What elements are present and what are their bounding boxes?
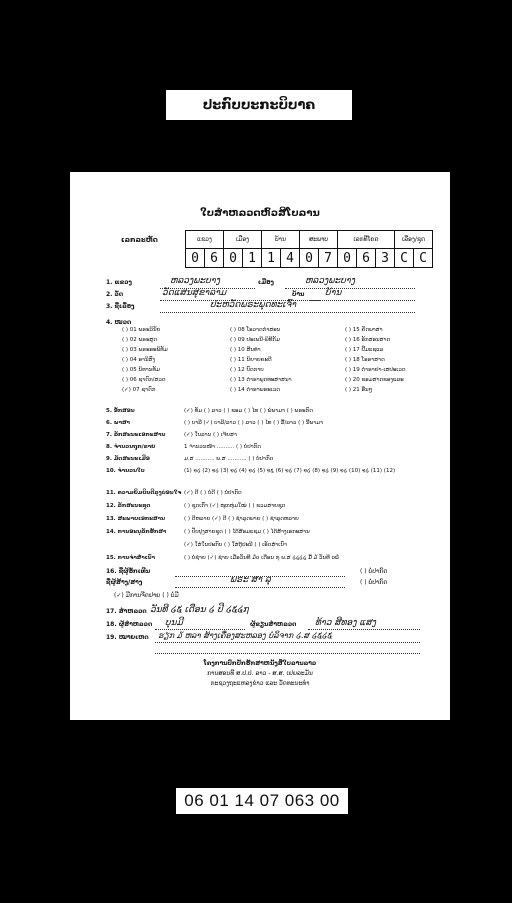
grid-header: ແຂວງ <box>186 231 224 249</box>
surveyor-value: ບຸນມີ <box>165 618 183 628</box>
category-option: ( ) 08 ໂອວາດກຳສອນ <box>230 327 281 333</box>
form-row-options: 1 ຈຳນວນໜ້າ .......... ( ) ບໍ່ປາກົດ <box>184 444 261 450</box>
creator-option: ( ) ບໍ່ປາກົດ <box>360 579 388 586</box>
footer-number: 06 01 14 07 063 00 <box>176 788 348 814</box>
footer-line1: ໂຄງການປົກປັກຮັກສາຫນັງສືໃບລານລາວ <box>203 660 317 667</box>
form-row-label: 10. ຈຳນວນໃບ <box>106 468 145 474</box>
form-row <box>106 503 436 516</box>
grid-digit: 1 <box>243 249 262 268</box>
category-option: ( ) 02 ພຣະສູດ <box>122 337 158 343</box>
form-row-options: (✓) ດີ ( ) ບໍ່ດີ ( ) ບໍ່ປາກົດ <box>184 490 242 496</box>
category-option: ( ) 13 ຕຳຣາພຸດທະສາສນາ <box>230 377 292 383</box>
form-row-label: 11. ຄວາມຍິມບິນດີລຸງບ່ອນໃຈ <box>106 490 182 496</box>
grid-digit: 1 <box>262 249 281 268</box>
grid-digit: C <box>414 249 433 268</box>
form-row <box>106 529 436 542</box>
form-row <box>106 420 436 432</box>
footer-line3: ກະຊວງຖະແຫລງຂ່າວ ແລະ ວັດທະນະທຳ <box>210 680 310 687</box>
creator-value: ພຣະ ສາ ລຸ <box>230 575 271 585</box>
category-option: ( ) 20 ຂອມສາດຂອງແລະ <box>345 377 404 383</box>
form-title: ໃບສຳຫລວດຫົວສີໂບລານ <box>200 208 320 219</box>
category-option: ( ) 03 ພຣະອະພິທັມ <box>122 347 168 353</box>
form-row-options: ( ) ບາລີ (✓) ບາລີ/ລາວ ( ) ລາວ ( ) ໄທ ( ) ລື້/ລາວ ( ) ນີ້ພາມາ <box>184 420 324 426</box>
form-row <box>106 408 436 420</box>
village-value: ບ້ານ <box>325 288 342 298</box>
form-row-options: ( ) ດີຫລາຍ (✓) ດີ ( ) ຊຳລຸດພາຍ ( ) ຊຳລຸດຫລາຍ <box>184 516 299 522</box>
form-row-options: ( ) ປັບປຸງສາຍຊຸດ ( ) ໄດ້ສ້ອມແຊມ ( ) ໄດ້ສ້າງເອກະສານ <box>184 529 310 535</box>
form-row-options: ( ) ບໍ່ຊຳຍ (✓) ຊຳຍ ເມື່ອວັນທີ ໓໐ ເດືອນ ໗ ພ.ສ ໒໔໒໔ ມື້ ໓ ວັນທີ ໐໖ <box>184 555 339 561</box>
remark-label: 19. ໝາຍເຫດ <box>106 634 149 641</box>
grid-digit: 0 <box>300 249 319 268</box>
category-option: (✓) 07 ຊາດົກ <box>122 387 156 393</box>
category-option: ( ) 05 ນິທານທັມ <box>122 367 160 373</box>
survey-form <box>70 172 450 720</box>
grid-digit: 7 <box>319 249 338 268</box>
remark-value: ຮຽກ ໓ ຫລາ ສ້າງເຄື່ອງສະຫລອງ ບໍລິຈາກ ໒.ສ ໒໕໒໕ <box>158 631 332 640</box>
category-option: ( ) 19 ຕຳຣາຢາ-ເສປະເວດ <box>345 367 406 373</box>
form-row-options: (1) ໑໒ (2) ໑໒ (3) ໑໒ (4) ໑໒ (5) ໑໕ (6) ໑໒ (7) ໑໒ (8) ໑໒ (9) ໑໒ (10) ໑໒ (11) (12) <box>184 468 396 474</box>
category-option: ( ) 21 ອື່ນໆ <box>345 387 373 393</box>
owner-label: 16. ຊື່ຜູ້ອັກເທີນ <box>106 568 151 575</box>
category-option: ( ) 06 ຊາດົກ/ສວດ <box>122 377 166 383</box>
temple-label: 2. ວັດ <box>106 291 124 298</box>
footer-line2: ການສອນທີ ສ.ປ.ປ. ລາວ - ສ.ສ. ເຢຍລະມັນ <box>207 670 313 677</box>
survey-date-label: 17. ສຳຫລວດ <box>106 608 147 615</box>
category-option: ( ) 11 ນິຍາຍຄະດີ <box>230 357 272 363</box>
form-row-options: (✓) ໃສ່ໃນປະກົບ ( ) ໃສ່ຕູ້ປະນີ ( ) ເອັດສຳເນົາ <box>184 542 287 548</box>
category-option: ( ) 12 ບົດກາບ <box>230 367 264 373</box>
form-row-options: ມ.ສ ........... ພ.ສ ........... ( ) ບໍ່ປາກົດ <box>184 456 274 462</box>
title-label: 3. ຊື່ເລື່ອງ <box>106 303 135 310</box>
category-option: ( ) 17 ປື້ມແຊແລ <box>345 347 384 353</box>
category-option: ( ) 10 ສີນທຳ <box>230 347 261 353</box>
category-option: ( ) 01 ພຣະວິນັຍ <box>122 327 161 333</box>
form-row-label: 13. ສະພາບເອກະສານ <box>106 516 165 522</box>
form-row <box>106 456 436 468</box>
title-value: ປະຫວັດພຣະພຸດທະເຈົ້າ <box>210 300 297 310</box>
id-label: ເລກລະຫັດ <box>121 236 158 244</box>
form-row <box>106 468 436 480</box>
grid-digit: 6 <box>205 249 224 268</box>
grid-digit: 0 <box>338 249 357 268</box>
grid-header: ເມືອງ <box>224 231 262 249</box>
writer-label: ຜູ້ຂຽນສຳຫລວດ <box>250 621 297 628</box>
form-row <box>106 542 436 555</box>
village-label: ບ້ານ <box>292 291 305 298</box>
survey-date-value: ວັນທີ ໒໕ ເດືອນ ໒ ປີ ໒໕໔໗ <box>150 605 249 615</box>
grid-header: ບ້ານ <box>262 231 300 249</box>
form-row <box>106 555 436 568</box>
form-row-options: (✓) ໃບລານ ( ) ເຈ້ຍສາ <box>184 432 237 438</box>
category-label: 4. ໝວດ <box>106 319 132 326</box>
form-row-label: 7. ລັກສະນະເອກະສານ <box>106 432 166 438</box>
form-row-options: ( ) ຊຸດເກົ່າ (✓) ໜູກຫຸ່ມໃໝ່ ( ) ຂວມສາຍຊຸດ <box>184 503 286 509</box>
form-row-label: 14. ການອະນຸລັກຮັກສາ <box>106 529 167 535</box>
writer-value: ທ້າວ ສີທອງ ແສງ <box>315 618 377 628</box>
form-row-label: 9. ມັດສະນະເມືອ <box>106 456 150 462</box>
grid-digit: C <box>395 249 414 268</box>
owner-option: ( ) ບໍ່ປາກົດ <box>360 568 388 575</box>
district-value: ຫລວງພະບາງ <box>305 276 355 286</box>
form-row-label: 6. ພາສາ <box>106 420 130 426</box>
form-row-label: 8. ຈຳນວນຖຸກ/ຂາຍ <box>106 444 156 450</box>
form-row-label: 5. ອັກສອນ <box>106 408 135 414</box>
temple-value: ວັດແສນສຸຂາລາມ <box>162 288 227 298</box>
category-option: ( ) 16 ອັກສອນສາດ <box>345 337 391 343</box>
category-option: ( ) 18 ໂອຣາສາດ <box>345 357 385 363</box>
province-label: 1. ແຂວງ <box>106 279 132 286</box>
creator-label: ຊື່ຜູ້ສ້າງ/ສາງ <box>106 579 143 586</box>
grid-digit: 0 <box>224 249 243 268</box>
form-row <box>106 444 436 456</box>
category-option: ( ) 14 ຕຳຣາພຣະເວດ <box>230 387 280 393</box>
id-grid <box>185 230 433 268</box>
grid-header: ເລືອງ/ຊຸດ <box>395 231 433 249</box>
form-row-options: (✓) ທັມ ( ) ລາວ ( ) ຂອມ ( ) ໄທ ( ) ພໍ່ພາມາ ( ) ພຣະກົດ <box>184 408 313 414</box>
grid-digit: 6 <box>357 249 376 268</box>
header-label: ປະກົບບະກະບິບາຄ <box>166 90 352 120</box>
grid-digit: 0 <box>186 249 205 268</box>
form-row <box>106 432 436 444</box>
grid-header: ເລກທີໂຄດ <box>338 231 395 249</box>
grid-header: ສະພາບ <box>300 231 338 249</box>
grid-digit: 4 <box>281 249 300 268</box>
surveyor-label: 18. ຜູ້ສຳຫລວດ <box>106 621 153 628</box>
province-value: ຫລວງພະບາງ <box>170 276 220 286</box>
category-option: ( ) 04 ອານິສົງ <box>122 357 156 363</box>
form-row-label: 15. ການຈຳສຳເນົາ <box>106 555 155 561</box>
form-row <box>106 490 436 503</box>
grid-digit: 3 <box>376 249 395 268</box>
category-option: ( ) 15 ຄັດພາສາ <box>345 327 383 333</box>
form-row-label: 12. ລັກສະນະຊຸດ <box>106 503 151 509</box>
district-label: ເມືອງ <box>258 279 274 286</box>
category-option: ( ) 09 ປະເພນີ-ພິທີກັມ <box>230 337 280 343</box>
form-row <box>106 516 436 529</box>
record-options: (✓) ມີການຈີດຢາຍ ( ) ບໍ່ມີ <box>114 592 179 599</box>
